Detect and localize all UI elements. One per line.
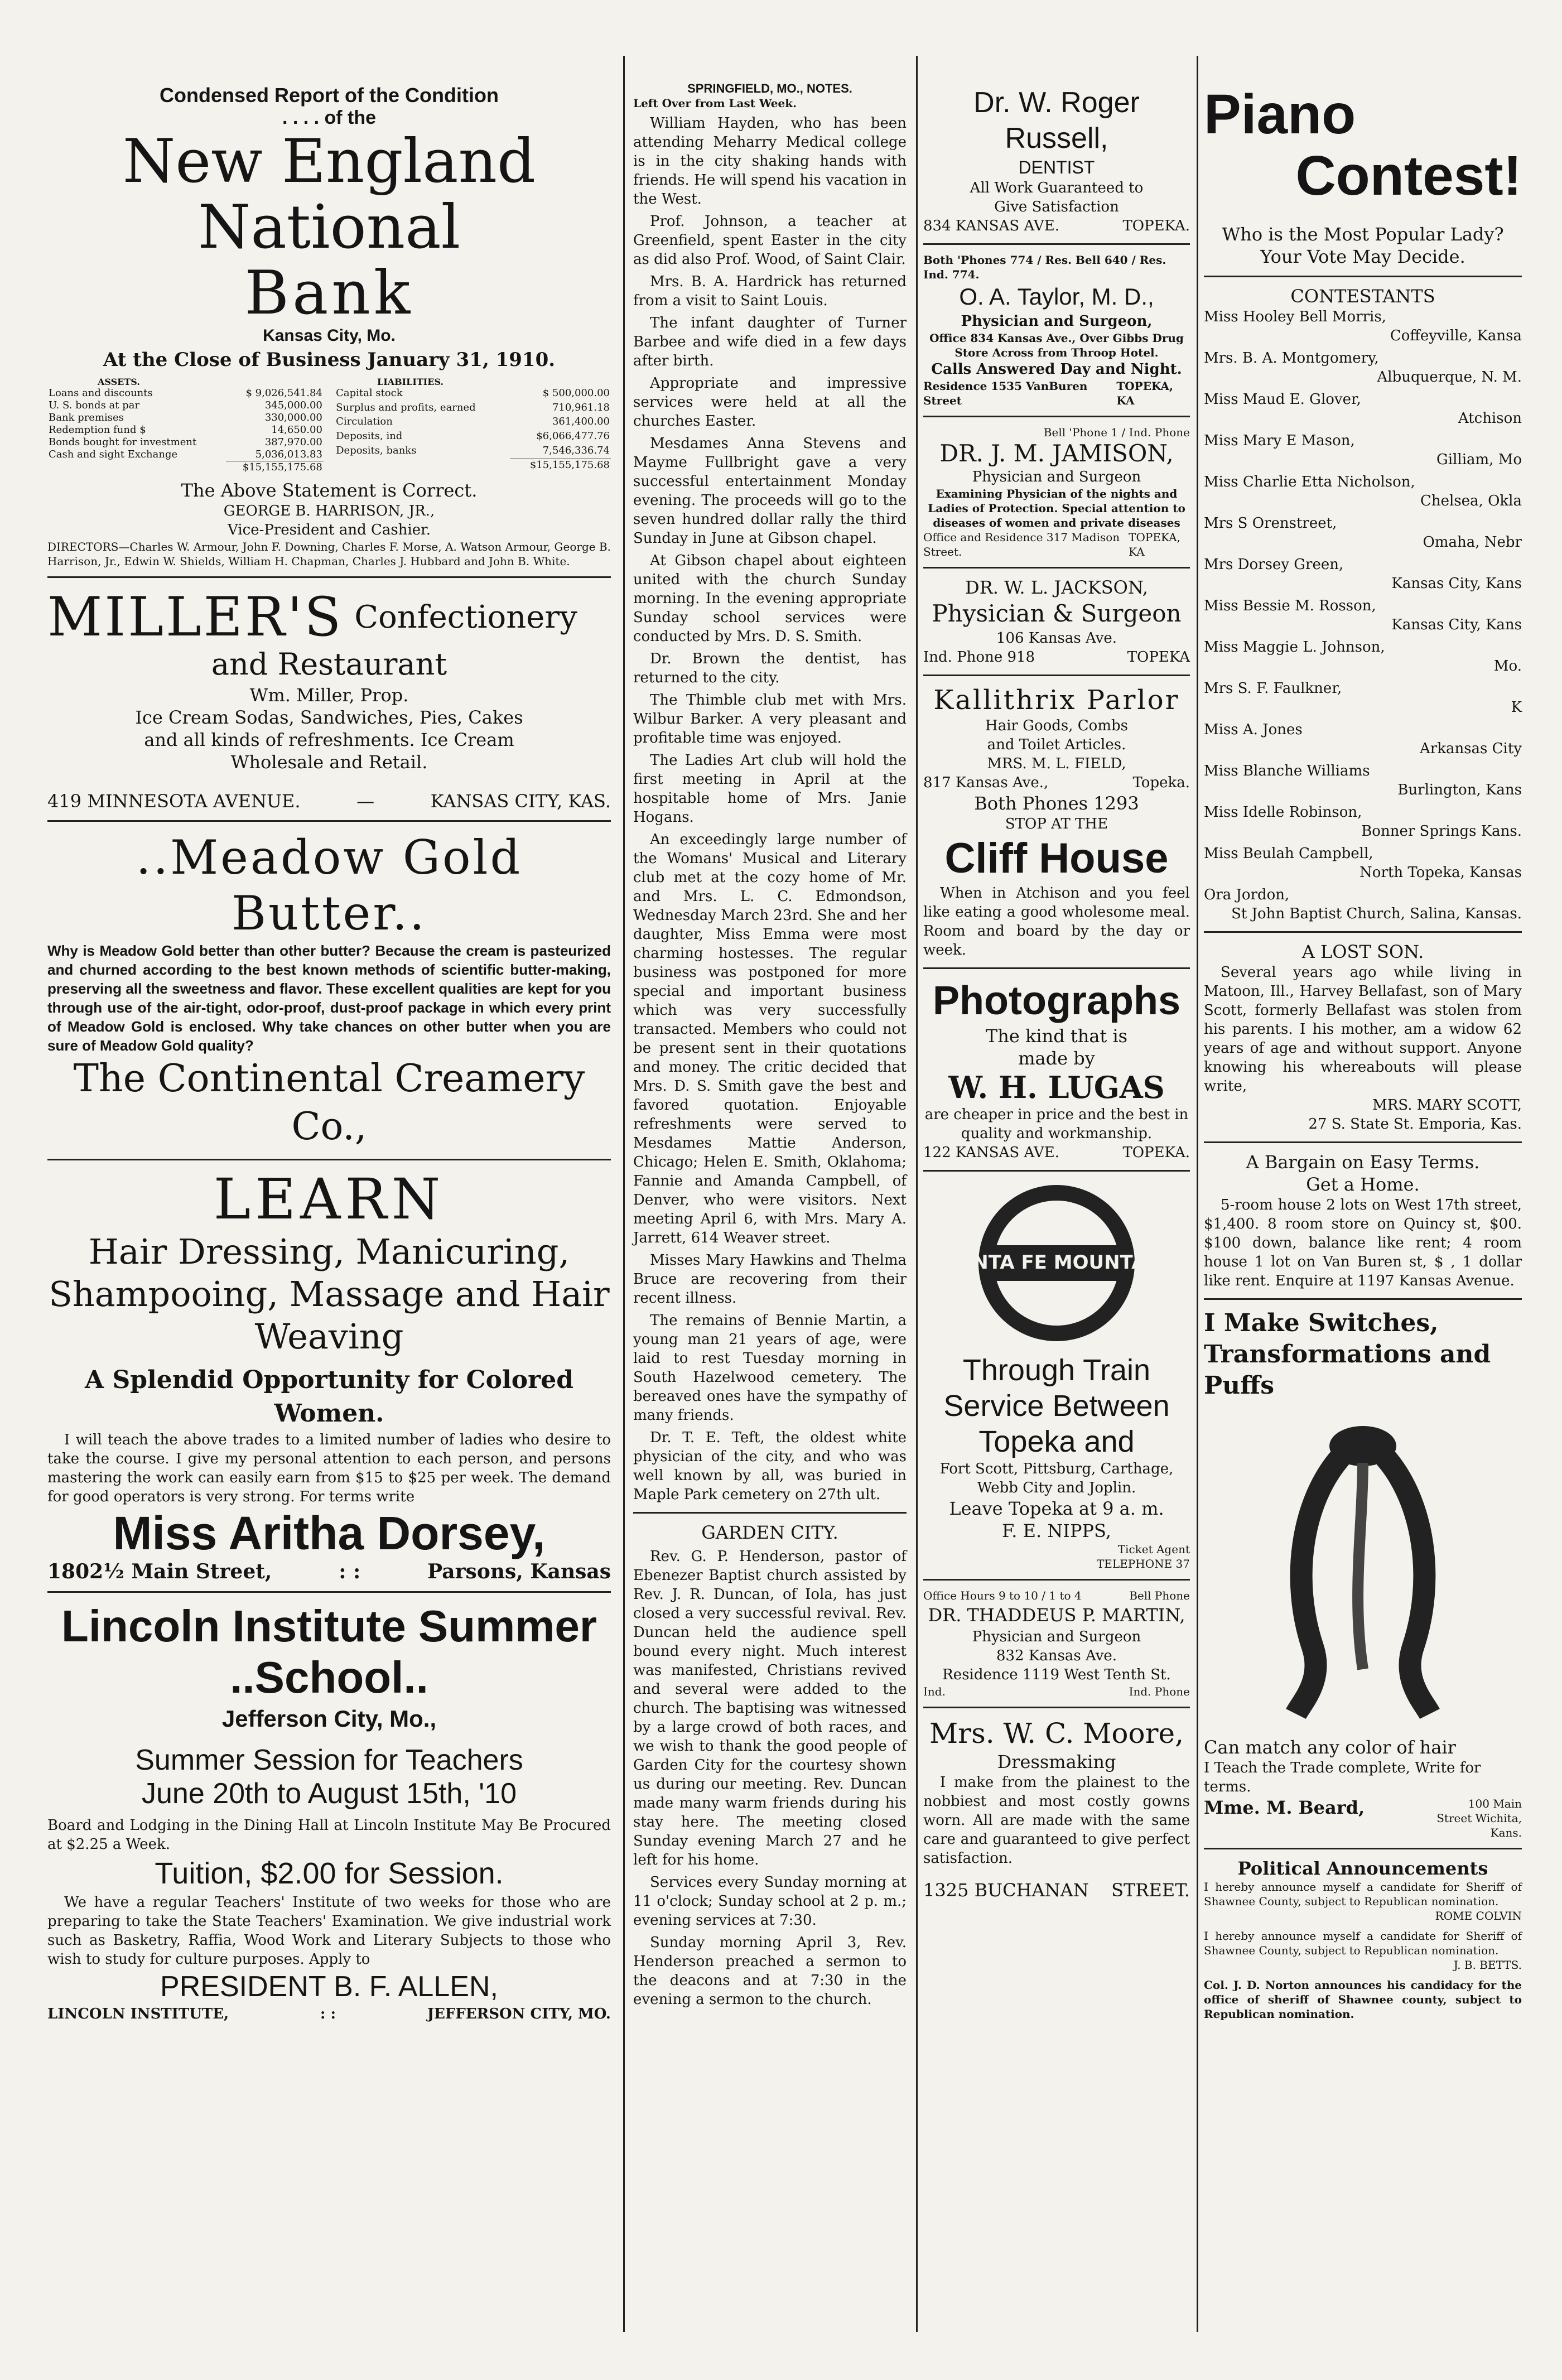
list-item: Miss Idelle Robinson, Bonner Springs Kans. bbox=[1204, 804, 1522, 840]
beard-address: 100 Main Street Wichita, Kans. bbox=[1436, 1797, 1522, 1839]
liability-item: Circulation bbox=[336, 416, 393, 428]
table-row bbox=[47, 461, 324, 474]
russell-city: TOPEKA. bbox=[1122, 218, 1190, 234]
millers-prop: Wm. Miller, Prop. bbox=[249, 685, 409, 706]
millers-dash: — bbox=[356, 791, 375, 812]
jackson-address: 106 Kansas Ave. bbox=[996, 630, 1117, 647]
millers-title: MILLER'S bbox=[47, 586, 344, 648]
signer-name: GEORGE B. HARRISON, JR., bbox=[223, 503, 435, 519]
meadow-gold-text: Why is Meadow Gold better than other butter? Because the cream is pasteurized and churned according to the best known methods of scientific butter-making, preserving all the sweetness and flavor. These excellent qualities are kept for you through use of the air-tight, odor-proof, dust-proof package in which every print of Meadow Gold is enclosed. Why take chances on other butter when you are sure of Meadow Gold quality? bbox=[47, 942, 611, 1054]
asset-value: 387,970.00 bbox=[264, 436, 322, 448]
table-row bbox=[335, 416, 611, 430]
news-item: Dr. Brown the dentist, has returned to the city. bbox=[633, 651, 907, 686]
column-4 bbox=[1204, 56, 1522, 2021]
news-item: Services every Sunday morning at 11 o'clock; Sunday school at 2 p. m.; evening services at 7:30. bbox=[633, 1874, 907, 1929]
column-1 bbox=[47, 56, 611, 2024]
political-announcement-1: I hereby announce myself a candidate for Sheriff of Shawnee County, subject to Republican nomination. bbox=[1204, 1880, 1522, 1908]
table-row bbox=[47, 436, 324, 449]
asset-item: U. S. bonds at par bbox=[49, 399, 140, 411]
asset-value: $ 9,026,541.84 bbox=[245, 387, 322, 399]
close-line: At the Close of Business January 31, 1910. bbox=[103, 349, 556, 371]
lugas-city: TOPEKA. bbox=[1122, 1144, 1190, 1161]
news-item: An exceedingly large number of the Womans' Musical and Literary club met at the cozy home of Mr. and Mrs. L. C. Edmondson, Wednesday March 23rd. She and her daughter, Miss Emma were most charming hostesses. The regular business was postponed for more special and important business which was very successfully transacted. Members who could not be present sent in their quotations and money. The critic decided that Mrs. D. S. Smith gave the best and favored quotation. Enjoyable refreshments were served to Mesdames Mattie Anderson, Chicago; Helen E. Smith, Oklahoma; Fannie and Amanda Campbell, of Denver, who were visitors. Next meeting April 6, with Mrs. Mary A. Jarrett, 614 Weaver street. bbox=[633, 831, 907, 1246]
list-item: Mrs. B. A. Montgomery, Albuquerque, N. M. bbox=[1204, 350, 1522, 386]
asset-value: 345,000.00 bbox=[264, 399, 322, 411]
list-item: Miss Mary E Mason, Gilliam, Mo bbox=[1204, 432, 1522, 468]
bank-name: New England National bbox=[122, 127, 536, 262]
martin-hours: Office Hours 9 to 10 / 1 to 4 bbox=[923, 1589, 1082, 1602]
lugas-address: 122 KANSAS AVE. bbox=[923, 1144, 1059, 1161]
martin-phone: Bell Phone bbox=[1129, 1589, 1190, 1602]
news-item: Dr. T. E. Teft, the oldest white physician of the city, and who was well known by all, was buried in Maple Park cemetery on 27th ult. bbox=[633, 1429, 907, 1503]
lincoln-title: Lincoln Institute Summer bbox=[61, 1601, 597, 1651]
table-row bbox=[335, 387, 611, 402]
jamison-phone: Bell 'Phone 1 / Ind. Phone bbox=[1043, 426, 1190, 439]
liabilities-label: LIABILITIES. bbox=[377, 377, 443, 387]
russell-name: Dr. W. Roger Russell, bbox=[973, 86, 1140, 155]
creamery-name: The Continental Creamery Co., bbox=[73, 1057, 585, 1149]
bargain-title: A Bargain on Easy Terms. bbox=[1246, 1152, 1480, 1173]
news-item: Mesdames Anna Stevens and Mayme Fullbright gave a very successful entertainment Monday evening. The proceeds will go to the seven hundred dollar rally the third Sunday in June at Gibson chapel. bbox=[633, 435, 907, 547]
taylor-phones: Both 'Phones 774 / Res. Bell 640 / Res. Ind. 774. bbox=[923, 253, 1166, 281]
assets-label: ASSETS. bbox=[98, 377, 140, 387]
photo-kind-2: made by bbox=[1018, 1048, 1095, 1069]
jackson-phone: Ind. Phone 918 bbox=[923, 649, 1035, 666]
lost-son-heading: A LOST SON. bbox=[1301, 941, 1424, 962]
train-line-1: Through Train bbox=[962, 1353, 1151, 1387]
dorsey-street: 1802½ Main Street, bbox=[47, 1560, 272, 1583]
news-item: The Ladies Art club will hold the first meeting in April at the hospitable home of Mrs. Janie Hogans. bbox=[633, 752, 907, 826]
table-row bbox=[335, 459, 611, 474]
santa-fe-logo-icon bbox=[944, 1179, 1169, 1347]
moore-text: I make from the plainest to the nobbiest and most costly gowns worn. All are made with the same care and guaranteed to give perfect satisfaction. bbox=[923, 1774, 1190, 1867]
news-item: The infant daughter of Turner Barbee and wife died in a few days after birth. bbox=[633, 315, 907, 369]
tuition-title: Tuition, $2.00 for Session. bbox=[155, 1857, 504, 1890]
millers-items-1: Ice Cream Sodas, Sandwiches, Pies, Cakes bbox=[135, 707, 523, 728]
kallithrix-title: Kallithrix Parlor bbox=[933, 685, 1180, 716]
list-item: Mrs Dorsey Green, Kansas City, Kans bbox=[1204, 556, 1522, 592]
table-row bbox=[47, 387, 324, 399]
kallithrix-address: 817 Kansas Ave., bbox=[923, 774, 1049, 791]
springfield-subheading: Left Over from Last Week. bbox=[633, 97, 797, 110]
dorsey-text: I will teach the above trades to a limited number of ladies who desire to take the course. I give my personal attention to each person, and persons mastering the work can easily earn from $15 to $25 per week. The demand for good operators is very strong. For terms write bbox=[47, 1432, 611, 1505]
summer-dates: June 20th to August 15th, '10 bbox=[141, 1777, 517, 1810]
table-row bbox=[47, 449, 324, 461]
signer-title: Vice-President and Cashier. bbox=[228, 522, 431, 538]
table-row bbox=[47, 424, 324, 436]
liability-item: Deposits, banks bbox=[336, 444, 417, 456]
jackson-name: DR. W. L. JACKSON, bbox=[965, 577, 1148, 598]
bargain-text: 5-room house 2 lots on West 17th street, $1,400. 8 room store on Quincy st, $00. $100 down, balance like rent; 4 room house 1 lot on Van Buren st, $ , 1 dollar like rent. Enquire at 1197 Kansas Avenue. bbox=[1204, 1197, 1522, 1289]
photographs-title: Photographs bbox=[933, 979, 1180, 1023]
news-item: At Gibson chapel about eighteen united with the church Sunday morning. In the evening appropriate Sunday school services were conducted by Mrs. D. S. Smith. bbox=[633, 552, 907, 645]
hair-trades: Hair Dressing, Manicuring, Shampooing, Massage and Hair Weaving bbox=[49, 1231, 610, 1357]
train-line-2: Service Between bbox=[943, 1389, 1170, 1423]
list-item: Mrs S. F. Faulkner, K bbox=[1204, 680, 1522, 716]
tuition-text: We have a regular Teachers' Institute of two weeks for those who are preparing to take the State Teachers' Examination. We give industrial work such as Basketry, Raffia, Wood Work and Literary Subjects to those who wish to study for culture purposes. Apply to bbox=[47, 1894, 611, 1968]
liability-value: $6,066,477.76 bbox=[536, 430, 610, 442]
political-signer-1: ROME COLVIN bbox=[1435, 1909, 1522, 1923]
report-heading: Condensed Report of the Condition bbox=[160, 84, 499, 107]
nipps-tel: TELEPHONE 37 bbox=[1096, 1557, 1190, 1570]
learn-title: LEARN bbox=[213, 1167, 445, 1232]
contest-title: Contest! bbox=[1295, 144, 1522, 207]
kallithrix-phones: Both Phones 1293 bbox=[974, 793, 1139, 814]
dorsey-colons: : : bbox=[339, 1560, 361, 1583]
bargain-subtitle: Get a Home. bbox=[1306, 1174, 1420, 1195]
train-cities-2: Webb City and Joplin. bbox=[977, 1480, 1136, 1496]
list-item: Miss Maud E. Glover, Atchison bbox=[1204, 391, 1522, 427]
russell-title: DENTIST bbox=[1018, 157, 1095, 177]
russell-address: 834 KANSAS AVE. bbox=[923, 218, 1059, 234]
list-item: Miss Bessie M. Rosson, Kansas City, Kans bbox=[1204, 598, 1522, 633]
table-row bbox=[335, 402, 611, 416]
jamison-note: Examining Physician of the nights and Ladies of Protection. Special attention to diseases of women and private diseases bbox=[928, 487, 1185, 529]
russell-guarantee-2: Give Satisfaction bbox=[994, 199, 1119, 215]
assets-total: $15,155,175.68 bbox=[226, 461, 324, 474]
summer-session: Summer Session for Teachers bbox=[135, 1744, 523, 1776]
list-item: Miss Blanche Williams Burlington, Kans bbox=[1204, 763, 1522, 798]
jamison-office: Office and Residence 317 Madison Street. bbox=[923, 531, 1120, 558]
contest-question: Who is the Most Popular Lady? Your Vote May Decide. bbox=[1222, 224, 1504, 267]
kallithrix-city: Topeka. bbox=[1132, 774, 1190, 791]
column-rule-2 bbox=[916, 56, 918, 2332]
list-item: Ora Jordon, St John Baptist Church, Salina, Kansas. bbox=[1204, 887, 1522, 922]
kallithrix-owner: MRS. M. L. FIELD, bbox=[987, 755, 1126, 772]
asset-value: 5,036,013.83 bbox=[255, 449, 322, 460]
dorsey-city: Parsons, Kansas bbox=[427, 1560, 611, 1583]
garden-city-heading: GARDEN CITY. bbox=[701, 1522, 838, 1543]
lincoln-school: ..School.. bbox=[230, 1652, 428, 1702]
president-name: PRESIDENT B. F. ALLEN, bbox=[160, 1971, 498, 2003]
liability-value: 7,546,336.74 bbox=[542, 444, 610, 456]
taylor-name: O. A. Taylor, M. D., bbox=[959, 283, 1154, 310]
news-item: Sunday morning April 3, Rev. Henderson preached a sermon to the deacons and at 7:30 in the evening a sermon to the church. bbox=[633, 1934, 907, 2008]
kallithrix-items-1: Hair Goods, Combs bbox=[985, 717, 1128, 734]
column-rule-1 bbox=[623, 56, 625, 2332]
beard-name: Mme. M. Beard, bbox=[1204, 1797, 1365, 1818]
asset-item: Bonds bought for investment bbox=[49, 436, 197, 448]
list-item: Miss A. Jones Arkansas City bbox=[1204, 721, 1522, 757]
liability-value: $ 500,000.00 bbox=[542, 387, 610, 399]
asset-item: Redemption fund $ bbox=[49, 424, 146, 436]
table-row bbox=[335, 430, 611, 445]
martin-residence: Residence 1119 West Tenth St. bbox=[942, 1666, 1171, 1683]
lost-son-address: 27 S. State St. Emporia, Kas. bbox=[1308, 1116, 1522, 1133]
nipps-title: Ticket Agent bbox=[1117, 1543, 1190, 1556]
asset-item: Cash and sight Exchange bbox=[49, 449, 178, 460]
liability-item: Surplus and profits, earned bbox=[336, 401, 476, 413]
liability-item: Capital stock bbox=[336, 387, 403, 399]
jamison-city: TOPEKA, KA bbox=[1129, 531, 1180, 558]
leave-topeka: Leave Topeka at 9 a. m. bbox=[949, 1498, 1164, 1519]
political-heading: Political Announcements bbox=[1237, 1858, 1488, 1879]
train-cities-1: Fort Scott, Pittsburg, Carthage, bbox=[939, 1461, 1174, 1477]
institute-colons: : : bbox=[320, 2006, 336, 2022]
contestant-list bbox=[1204, 307, 1522, 923]
column-2 bbox=[633, 56, 907, 2012]
asset-value: 14,650.00 bbox=[271, 424, 322, 436]
lugas-name: W. H. LUGAS bbox=[948, 1069, 1165, 1105]
millers-city: KANSAS CITY, KAS. bbox=[430, 791, 611, 812]
martin-address: 832 Kansas Ave. bbox=[996, 1647, 1117, 1664]
confectionery-title: Confectionery bbox=[354, 599, 577, 635]
lugas-text: are cheaper in price and the best in quality and workmanship. bbox=[924, 1106, 1189, 1142]
teach-trade: I Teach the Trade complete, Write for terms. bbox=[1204, 1760, 1481, 1795]
list-item: Miss Beulah Campbell, North Topeka, Kansas bbox=[1204, 845, 1522, 881]
logo-text: SANTA FE MOUNTAIN bbox=[944, 1251, 1169, 1274]
news-item: William Hayden, who has been attending Meharry Medical college is in the city shaking hands with friends. He will spend his vacation in the West. bbox=[633, 115, 907, 208]
stop-at-the: STOP AT THE bbox=[1005, 816, 1108, 832]
jackson-title: Physician & Surgeon bbox=[932, 600, 1182, 627]
martin-ind: Ind. bbox=[923, 1685, 946, 1698]
list-item: Miss Hooley Bell Morris, Coffeyville, Kansa bbox=[1204, 309, 1522, 344]
splendid-opportunity: A Splendid Opportunity for Colored Women. bbox=[84, 1366, 574, 1428]
table-row bbox=[335, 445, 611, 459]
asset-item: Loans and discounts bbox=[49, 387, 153, 399]
kallithrix-items-2: and Toilet Articles. bbox=[987, 736, 1126, 753]
jamison-name: DR. J. M. JAMISON, bbox=[939, 440, 1174, 467]
martin-name: DR. THADDEUS P. MARTIN, bbox=[928, 1605, 1185, 1626]
taylor-city: TOPEKA, KA bbox=[1116, 379, 1174, 407]
political-signer-2: J. B. BETTS. bbox=[1453, 1958, 1522, 1972]
bank-location: Kansas City, Mo. bbox=[263, 326, 396, 345]
news-item: Prof. Johnson, a teacher at Greenfield, spent Easter in the city as did also Prof. Wood, of Saint Clair. bbox=[633, 213, 907, 268]
institute-city: JEFFERSON CITY, MO. bbox=[427, 2006, 611, 2022]
restaurant-title: and Restaurant bbox=[211, 647, 447, 682]
photo-kind-1: The kind that is bbox=[985, 1025, 1128, 1047]
martin-ind-phone: Ind. Phone bbox=[1129, 1685, 1190, 1698]
lost-son-signer: MRS. MARY SCOTT, bbox=[1372, 1097, 1522, 1114]
list-item: Miss Charlie Etta Nicholson, Chelsea, Okla bbox=[1204, 474, 1522, 509]
cliff-house-text: When in Atchison and you feel like eating a good wholesome meal. Room and board by the day or week. bbox=[923, 885, 1190, 958]
taylor-residence: Residence 1535 VanBuren Street bbox=[923, 379, 1088, 407]
news-item: The Thimble club met with Mrs. Wilbur Barker. A very pleasant and profitable time was enjoyed. bbox=[633, 692, 907, 746]
liability-item: Deposits, ind bbox=[336, 430, 403, 442]
hair-switch-illustration-icon bbox=[1268, 1413, 1458, 1725]
lincoln-city: Jefferson City, Mo., bbox=[221, 1705, 437, 1732]
nipps-name: F. E. NIPPS, bbox=[1002, 1520, 1111, 1541]
contestants-heading: CONTESTANTS bbox=[1290, 286, 1435, 307]
news-item: Misses Mary Hawkins and Thelma Bruce are recovering from their recent illness. bbox=[633, 1252, 907, 1307]
train-line-3: Topeka and bbox=[978, 1425, 1135, 1458]
table-row bbox=[47, 412, 324, 424]
moore-title: Dressmaking bbox=[997, 1751, 1116, 1772]
dorsey-name: Miss Aritha Dorsey, bbox=[113, 1507, 546, 1559]
news-item: Appropriate and impressive services were held at all the churches Easter. bbox=[633, 375, 907, 430]
institute-name: LINCOLN INSTITUTE, bbox=[47, 2006, 229, 2022]
column-3 bbox=[923, 56, 1190, 1901]
russell-guarantee-1: All Work Guaranteed to bbox=[970, 180, 1144, 196]
taylor-title: Physician and Surgeon, bbox=[961, 313, 1153, 330]
list-item: Miss Maggie L. Johnson, Mo. bbox=[1204, 639, 1522, 675]
liabilities-total: $15,155,175.68 bbox=[510, 459, 611, 474]
statement-correct: The Above Statement is Correct. bbox=[181, 480, 478, 501]
switches-title: I Make Switches, Transformations and Puffs bbox=[1204, 1309, 1491, 1400]
jamison-title: Physician and Surgeon bbox=[972, 469, 1141, 485]
asset-item: Bank premises bbox=[49, 412, 124, 423]
liability-value: 710,961.18 bbox=[552, 401, 610, 413]
liability-value: 361,400.00 bbox=[552, 416, 610, 428]
cliff-house-title: Cliff House bbox=[944, 835, 1169, 882]
news-item: The remains of Bennie Martin, a young man 21 years of age, were laid to rest Tuesday morning in South Hazelwood cemetery. The bereaved ones have the sympathy of many friends. bbox=[633, 1312, 907, 1424]
millers-items-2: and all kinds of refreshments. Ice Cream bbox=[144, 729, 514, 750]
moore-street: STREET. bbox=[1111, 1880, 1190, 1901]
millers-items-3: Wholesale and Retail. bbox=[230, 751, 428, 773]
news-item: Mrs. B. A. Hardrick has returned from a visit to Saint Louis. bbox=[633, 273, 907, 309]
martin-title: Physician and Surgeon bbox=[972, 1629, 1141, 1645]
taylor-office: Office 834 Kansas Ave., Over Gibbs Drug Store Across from Throop Hotel. bbox=[929, 331, 1184, 359]
springfield-heading: SPRINGFIELD, MO., NOTES. bbox=[687, 81, 852, 95]
list-item: Mrs S Orenstreet, Omaha, Nebr bbox=[1204, 515, 1522, 551]
directors-list: DIRECTORS—Charles W. Armour, John F. Downing, Charles F. Morse, A. Watson Armour, George B. Harrison, Jr., Edwin W. Shields, William H. Chapman, Charles J. Hubbard and John B. White. bbox=[47, 540, 611, 568]
column-rule-3 bbox=[1197, 56, 1198, 2332]
news-item: Rev. G. P. Henderson, pastor of Ebenezer Baptist church assisted by Rev. J. R. Duncan, of Iola, has just closed a very successful revival. Rev. Duncan held the audience spell bound every night. Much interest was manifested, Christians revived and several were added to the church. The baptising was witnessed by a large crowd of both races, and we wish to thank the good people of Garden City for the courtesy shown us during our meeting. Rev. Duncan made many warm friends during his stay here. The meeting closed Sunday evening March 27 and he left for his home. bbox=[633, 1548, 907, 1868]
piano-title: Piano bbox=[1204, 83, 1356, 146]
taylor-calls: Calls Answered Day and Night. bbox=[931, 361, 1182, 378]
bank-name-2: Bank bbox=[244, 258, 414, 328]
match-color: Can match any color of hair bbox=[1204, 1737, 1456, 1758]
table-row bbox=[47, 399, 324, 412]
meadow-gold-title: ..Meadow Gold Butter.. bbox=[136, 830, 523, 941]
statement-table bbox=[47, 387, 611, 474]
political-announcement-3: Col. J. D. Norton announces his candidacy for the office of sheriff of Shawnee county, subject to Republican nomination. bbox=[1204, 1978, 1522, 2021]
millers-address: 419 MINNESOTA AVENUE. bbox=[47, 791, 301, 812]
jackson-city: TOPEKA bbox=[1127, 649, 1190, 666]
lost-son-text: Several years ago while living in Matoon, Ill., Harvey Bellafast, son of Mary Scott, formerly Bellafast was stolen from his parents. I his mother, am a widow 62 years of age and without support. Anyone knowing his whereabouts will please write, bbox=[1204, 964, 1522, 1095]
board-text: Board and Lodging in the Dining Hall at Lincoln Institute May Be Procured at $2.25 a Week. bbox=[47, 1817, 611, 1853]
political-announcement-2: I hereby announce myself a candidate for Sheriff of Shawnee County, subject to Republican nomination. bbox=[1204, 1929, 1522, 1957]
moore-name: Mrs. W. C. Moore, bbox=[929, 1717, 1184, 1750]
report-subheading: . . . . of the bbox=[282, 107, 377, 128]
asset-value: 330,000.00 bbox=[264, 412, 322, 423]
moore-address: 1325 BUCHANAN bbox=[923, 1880, 1089, 1901]
